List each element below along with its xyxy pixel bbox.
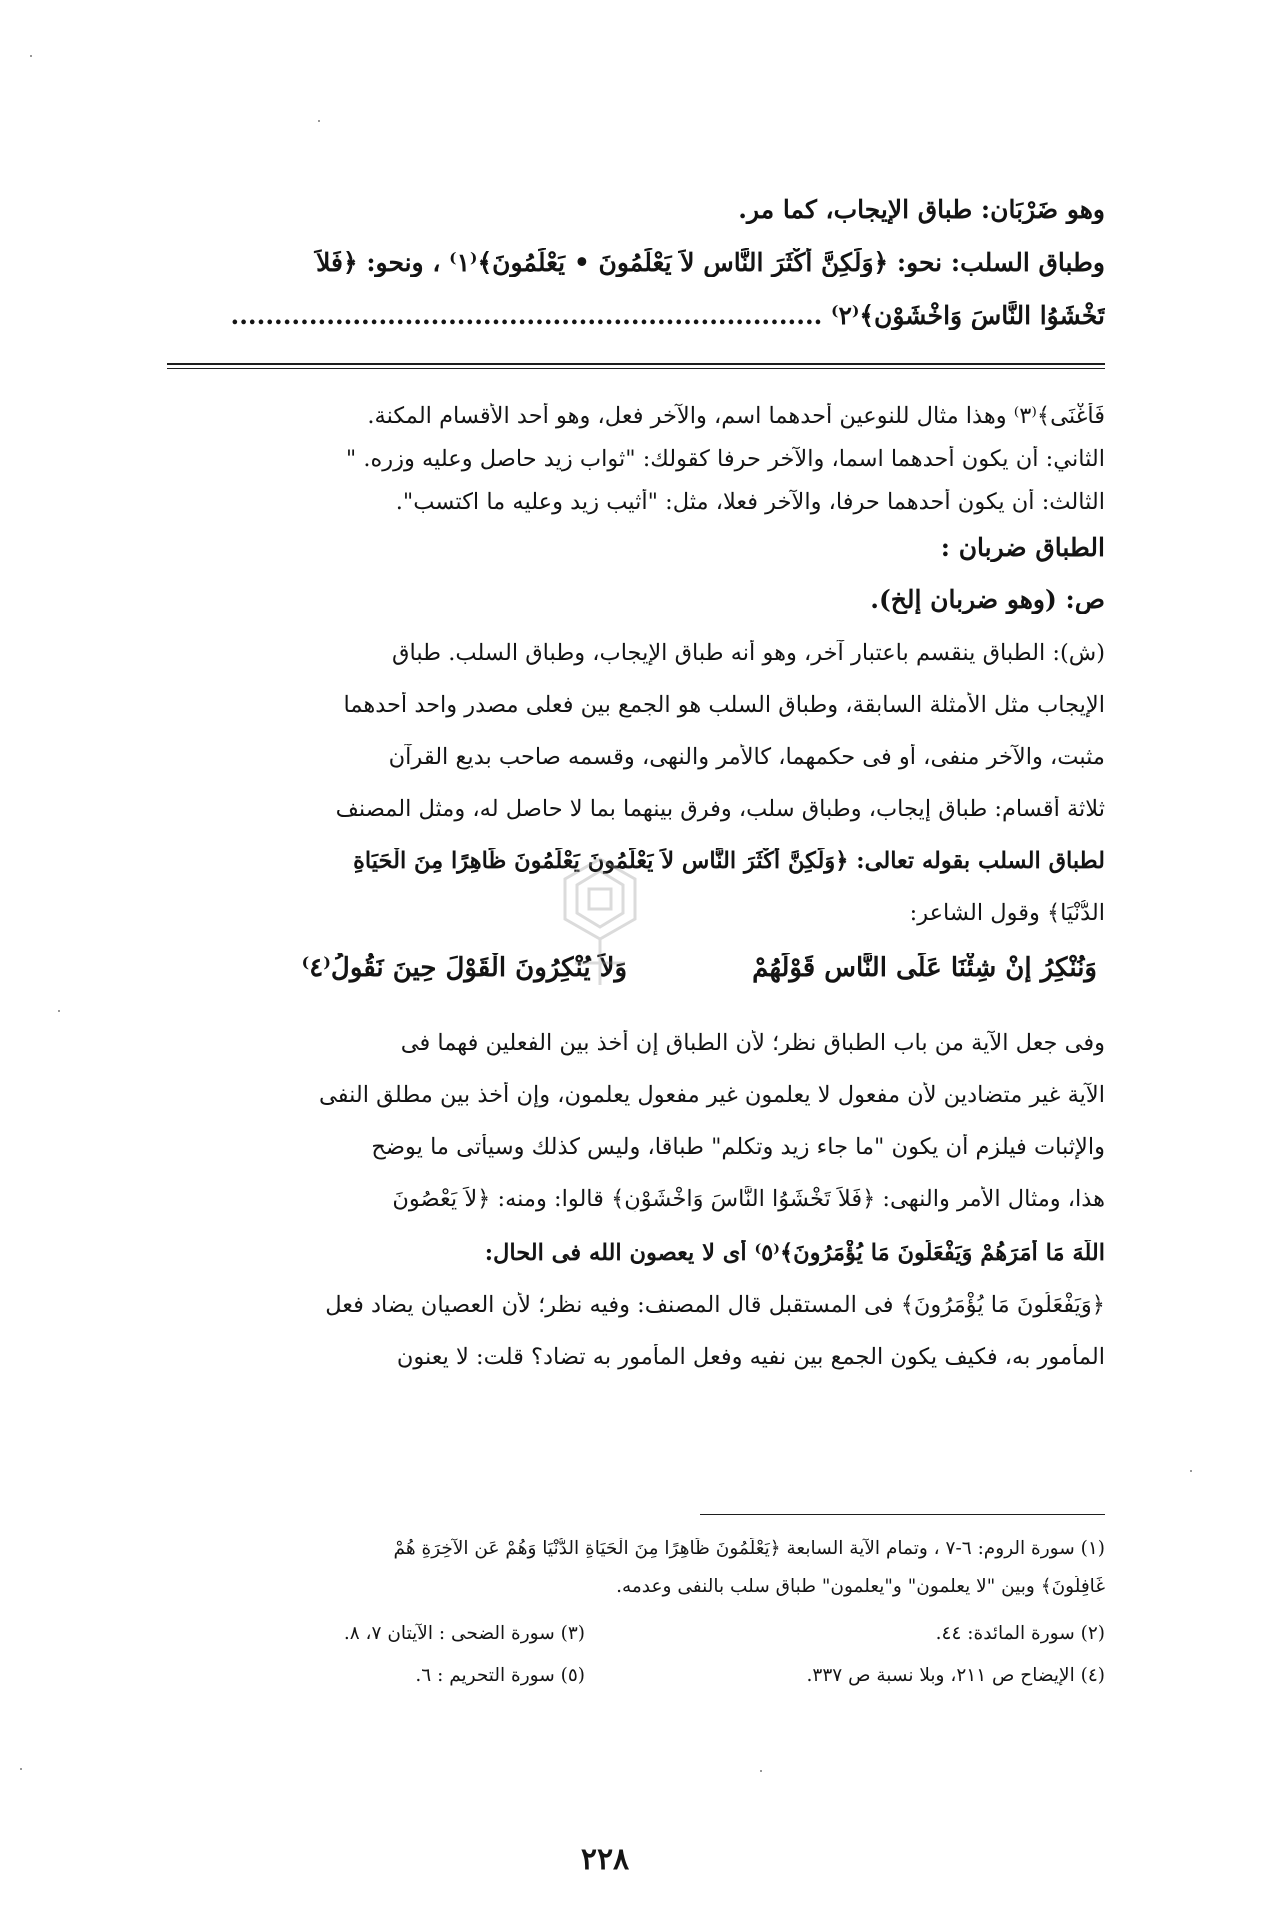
scan-speck [58, 1010, 60, 1012]
footnote-4: (٤) الإيضاح ص ٢١١، وبلا نسبة ص ٣٣٧. [806, 1665, 1105, 1686]
body-line-3: الثالث: أن يكون أحدهما حرفا، والآخر فعلا، مثل: "أثيب زيد وعليه ما اكتسب". [395, 489, 1105, 515]
verse-hemistich-2: وَلاَ يُنْكِرُونَ الْقَوْلَ حِينَ نَقُولُ⁽٤⁾ [301, 953, 627, 983]
sharh-line-4: ثلاثة أقسام: طباق إيجاب، وطباق سلب، وفرق بينهما بما لا حاصل له، ومثل المصنف [335, 796, 1105, 822]
sharh-line-2: الإيجاب مثل الأمثلة السابقة، وطباق السلب هو الجمع بين فعلى مصدر واحد أحدهما [343, 692, 1105, 718]
sharh2-line-5: اللَّهَ مَا أَمَرَهُمْ وَيَفْعَلُونَ مَا يُؤْمَرُونَ﴾⁽٥⁾ أى لا يعصون الله فى الحال: [484, 1240, 1105, 1266]
sharh2-line-4: هذا، ومثال الأمر والنهى: ﴿فَلاَ تَخْشَوُا النَّاسَ وَاخْشَوْنِ﴾ قالوا: ومنه: ﴿لاَ يَعْصُونَ [392, 1186, 1105, 1212]
scan-speck [318, 120, 320, 122]
matn-line: ص: (وهو ضربان إلخ). [870, 585, 1105, 614]
section-divider [167, 363, 1105, 369]
top-line-3: تَخْشَوُا النَّاسَ وَاخْشَوْنِ﴾⁽٢⁾ .................................................................... [230, 301, 1105, 330]
footnote-3: (٣) سورة الضحى : الآيتان ٧، ٨. [343, 1623, 585, 1644]
scan-speck [1190, 1470, 1192, 1472]
sharh-line-5: لطباق السلب بقوله تعالى: ﴿وَلَكِنَّ أَكْثَرَ النَّاسِ لاَ يَعْلَمُونَ يَعْلَمُونَ ظَاهِرًا مِنَ الْحَيَاةِ [353, 848, 1105, 874]
verse-hemistich-1: وَنُنْكِرُ إِنْ شِئْنَا عَلَى النَّاسِ قَوْلَهُمْ [752, 953, 1097, 983]
body-line-1: فَأَغْنَى﴾⁽٣⁾ وهذا مثال للنوعين أحدهما اسم، والآخر فعل، وهو أحد الأقسام المكنة. [367, 403, 1105, 429]
sharh2-line-7: المأمور به، فكيف يكون الجمع بين نفيه وفعل المأمور به تضاد؟ قلت: لا يعنون [396, 1344, 1105, 1370]
seal-watermark-icon [555, 855, 645, 990]
scan-speck [20, 1768, 22, 1770]
footnote-2: (٢) سورة المائدة: ٤٤. [935, 1623, 1105, 1644]
footnote-1-line-1: (١) سورة الروم: ٦-٧ ، وتمام الآية السابعة ﴿يَعْلَمُونَ ظَاهِرًا مِنَ الْحَيَاةِ الدُّنْيَا وَهُمْ عَنِ الآخِرَةِ هُمْ [393, 1538, 1105, 1559]
scan-speck [30, 55, 32, 57]
sharh-line-1: (ش): الطباق ينقسم باعتبار آخر، وهو أنه طباق الإيجاب، وطباق السلب. طباق [392, 640, 1105, 666]
footnote-5: (٥) سورة التحريم : ٦. [415, 1665, 585, 1686]
top-line-1: وهو ضَرْبَان: طباق الإيجاب، كما مر. [738, 195, 1105, 224]
sharh2-line-6: ﴿وَيَفْعَلُونَ مَا يُؤْمَرُونَ﴾ فى المستقبل قال المصنف: وفيه نظر؛ لأن العصيان يضاد فعل [325, 1292, 1105, 1318]
top-line-2: وطباق السلب: نحو: ﴿وَلَكِنَّ أَكْثَرَ النَّاسِ لاَ يَعْلَمُونَ • يَعْلَمُونَ﴾⁽١⁾ ، ونحو: ﴿فَلاَ [316, 248, 1105, 277]
footnote-1-line-2: غَافِلُونَ﴾ وبين "لا يعلمون" و"يعلمون" طباق سلب بالنفى وعدمه. [616, 1576, 1105, 1597]
footnote-divider [700, 1514, 1105, 1515]
body-line-2: الثاني: أن يكون أحدهما اسما، والآخر حرفا كقولك: "ثواب زيد حاصل وعليه وزره. " [345, 446, 1105, 472]
sharh2-line-2: الآية غير متضادين لأن مفعول لا يعلمون غير مفعول يعلمون، وإن أخذ بين مطلق النفى [318, 1082, 1105, 1108]
scan-speck [760, 1770, 762, 1772]
section-heading: الطباق ضربان : [940, 533, 1105, 562]
sharh2-line-3: والإثبات فيلزم أن يكون "ما جاء زيد وتكلم" طباقا، وليس كذلك وسيأتى ما يوضح [371, 1134, 1105, 1160]
sharh-line-6: الدُّنْيَا﴾ وقول الشاعر: [909, 900, 1105, 926]
sharh-line-3: مثبت، والآخر منفى، أو فى حكمهما، كالأمر والنهى، وقسمه صاحب بديع القرآن [388, 744, 1105, 770]
page-number: ٢٢٨ [580, 1842, 630, 1877]
sharh2-line-1: وفى جعل الآية من باب الطباق نظر؛ لأن الطباق إن أخذ بين الفعلين فهما فى [400, 1030, 1105, 1056]
